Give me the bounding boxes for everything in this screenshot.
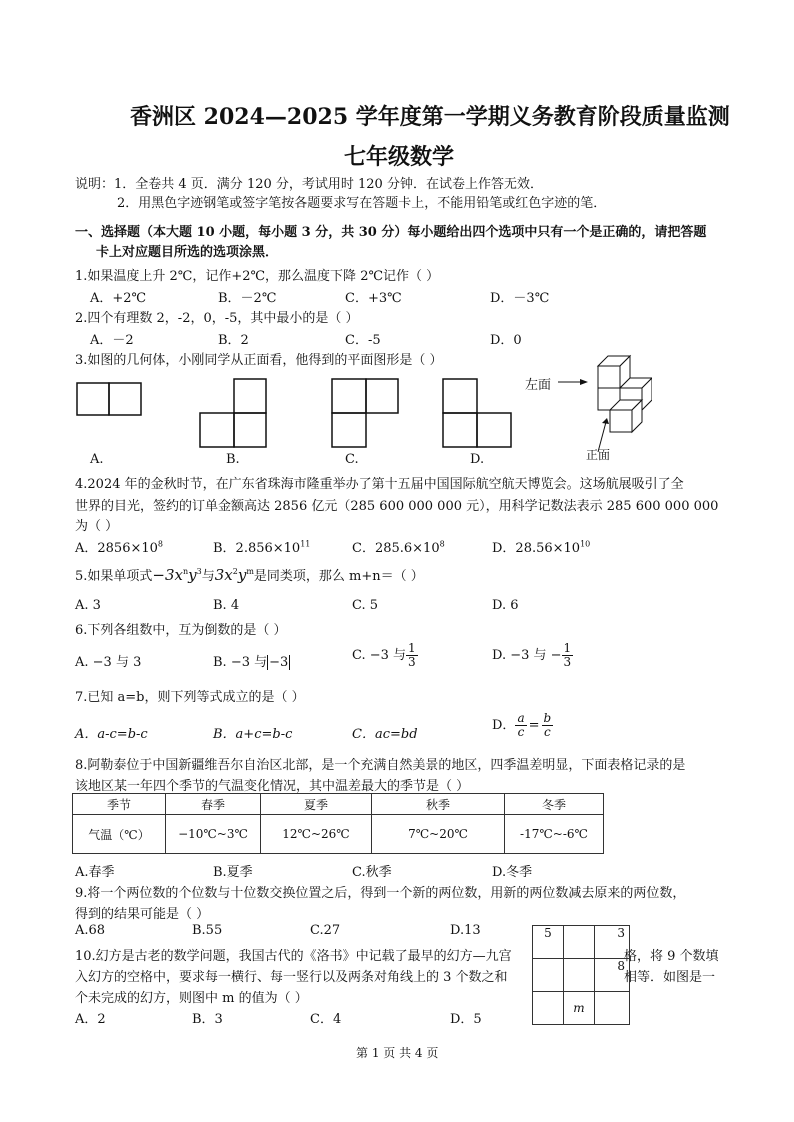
q10-option-d: D．5 xyxy=(450,1012,482,1027)
table-cell: 气温（℃） xyxy=(73,815,166,854)
q2-option-c: C．-5 xyxy=(345,333,381,348)
q4-line-3: 为（ ） xyxy=(75,519,119,534)
magic-square-grid xyxy=(532,925,630,1025)
q3-figure-d xyxy=(442,378,512,448)
section-heading-line-1: 一、选择题（本大题 10 小题，每小题 3 分，共 30 分）每小题给出四个选项中只有一个是正确的，请把答题 xyxy=(75,225,707,240)
temperature-table xyxy=(72,793,604,854)
q4-line-2: 世界的目光，签约的订单金额高达 2856 亿元（285 600 000 000 元），用科学记数法表示 285 600 000 000 xyxy=(75,499,719,514)
q1-option-d: D．－3℃ xyxy=(490,291,550,306)
q10-option-a: A．2 xyxy=(75,1012,106,1027)
q1-option-a: A．+2℃ xyxy=(90,291,147,306)
q8-option-a: A.春季 xyxy=(75,865,115,880)
q5-stem: 5.如果单项式$-3x^ny^3$与$3x^2y^m$是同类项，那么 m+n＝（ ） xyxy=(75,566,424,584)
table-header-cell: 季节 xyxy=(73,794,166,815)
table-cell: -17℃~-6℃ xyxy=(505,815,604,854)
q8-option-c: C.秋季 xyxy=(352,865,392,880)
q9-line-1: 9.将一个两位数的个位数与十位数交换位置之后，得到一个新的两位数，用新的两位数减去原来的两位数， xyxy=(75,886,686,901)
q10-line-1a: 10.幻方是古老的数学问题，我国古代的《洛书》中记载了最早的幻方—九宫 xyxy=(75,949,512,964)
q6-option-d: D. −3 与 − $\frac{1}{3}$ xyxy=(492,641,572,669)
magic-square-cell xyxy=(564,959,595,992)
q5-option-a: A. 3 xyxy=(75,598,101,613)
q10-line-1b: 格，将 9 个数填 xyxy=(624,949,719,964)
q1-option-b: B．－2℃ xyxy=(218,291,277,306)
q5-option-c: C. 5 xyxy=(352,598,379,613)
q7-option-b: B．a+c=b-c xyxy=(213,727,293,742)
table-cell: −10℃~3℃ xyxy=(166,815,261,854)
q7-option-a: A．a-c=b-c xyxy=(75,727,148,742)
table-header-cell: 冬季 xyxy=(505,794,604,815)
q2-option-d: D．0 xyxy=(490,333,522,348)
q8-line-1: 8.阿勒泰位于中国新疆维吾尔自治区北部，是一个充满自然美景的地区，四季温差明显，下面表格记录的是 xyxy=(75,758,686,773)
page-title: 香洲区 2024—2025 学年度第一学期义务教育阶段质量监测 xyxy=(130,104,730,130)
q8-line-2: 该地区某一年四个季节的气温变化情况，其中温差最大的季节是（ ） xyxy=(75,779,470,794)
magic-square-cell xyxy=(533,992,564,1025)
q4-option-c: C．$285.6\times 10^8$ xyxy=(352,539,445,556)
q8-option-d: D.冬季 xyxy=(492,865,533,880)
section-heading-line-2: 卡上对应题目所选的选项涂黑． xyxy=(96,245,279,260)
page-footer: 第 1 页 共 4 页 xyxy=(356,1046,439,1060)
q10-line-2b: 相等．如图是一 xyxy=(624,970,716,985)
magic-square-cell xyxy=(533,959,564,992)
q3-option-c: C. xyxy=(345,452,359,467)
q3-front-label: 正面 xyxy=(586,448,611,462)
q9-option-d: D.13 xyxy=(450,923,481,938)
magic-square-cell xyxy=(564,926,595,959)
magic-square-cell: m xyxy=(564,992,595,1025)
q10-option-b: B．3 xyxy=(192,1012,223,1027)
q10-option-c: C．4 xyxy=(310,1012,342,1027)
magic-square-cell: 5 xyxy=(533,926,564,959)
q4-option-b: B．$2.856\times 10^{11}$ xyxy=(213,539,311,556)
q6-option-b: B. −3 与 −3 xyxy=(213,655,289,670)
q1-stem: 1.如果温度上升 2℃，记作+2℃，那么温度下降 2℃记作（ ） xyxy=(75,269,440,284)
q1-option-c: C．+3℃ xyxy=(345,291,402,306)
page-subtitle: 七年级数学 xyxy=(344,144,455,170)
q6-stem: 6.下列各组数中，互为倒数的是（ ） xyxy=(75,623,287,638)
magic-square-cell: 3 xyxy=(595,926,630,959)
q9-option-c: C.27 xyxy=(310,923,341,938)
q3-figure-b xyxy=(199,378,267,448)
note-line-1: 说明：1．全卷共 4 页．满分 120 分，考试用时 120 分钟．在试卷上作答无效． xyxy=(75,177,543,192)
note-line-2: 2．用黑色字迹钢笔或签字笔按各题要求写在答题卡上，不能用铅笔或红色字迹的笔． xyxy=(117,196,607,211)
q5-option-b: B. 4 xyxy=(213,598,240,613)
q7-option-d: D． $\frac{a}{c}$ = $\frac{b}{c}$ xyxy=(492,711,552,739)
q10-line-2a: 入幻方的空格中，要求每一横行、每一竖行以及两条对角线上的 3 个数之和 xyxy=(75,970,508,985)
q3-figure-c xyxy=(331,378,399,448)
q6-option-a: A. −3 与 3 xyxy=(75,655,142,670)
table-header-cell: 夏季 xyxy=(261,794,372,815)
q8-option-b: B.夏季 xyxy=(213,865,253,880)
table-cell: 12℃~26℃ xyxy=(261,815,372,854)
q2-option-b: B．2 xyxy=(218,333,249,348)
q4-option-a: A．$2856\times 10^8$ xyxy=(75,539,164,556)
magic-square-cell xyxy=(595,992,630,1025)
table-header-cell: 秋季 xyxy=(372,794,505,815)
q9-option-a: A.68 xyxy=(75,923,106,938)
q7-stem: 7.已知 a=b，则下列等式成立的是（ ） xyxy=(75,690,305,705)
q4-option-d: D．$28.56\times 10^{10}$ xyxy=(492,539,591,556)
q3-option-a: A. xyxy=(90,452,104,467)
q3-option-d: D. xyxy=(470,452,485,467)
table-header-cell: 春季 xyxy=(166,794,261,815)
q10-line-3: 个未完成的幻方，则图中 m 的值为（ ） xyxy=(75,991,308,1006)
q2-option-a: A．－2 xyxy=(90,333,134,348)
q3-option-b: B. xyxy=(226,452,240,467)
q6-option-c: C. −3 与 $\frac{1}{3}$ xyxy=(352,641,416,669)
q3-left-label: 左面 xyxy=(525,378,552,393)
q3-solid-figure xyxy=(556,352,652,460)
q7-option-c: C．ac=bd xyxy=(352,727,418,742)
q3-stem: 3.如图的几何体，小刚同学从正面看，他得到的平面图形是（ ） xyxy=(75,353,443,368)
q4-line-1: 4.2024 年的金秋时节，在广东省珠海市隆重举办了第十五届中国国际航空航天博览会。这场航展吸引了全 xyxy=(75,477,684,492)
table-cell: 7℃~20℃ xyxy=(372,815,505,854)
q2-stem: 2.四个有理数 2，-2，0，-5，其中最小的是（ ） xyxy=(75,311,359,326)
q9-option-b: B.55 xyxy=(192,923,223,938)
q3-figure-a xyxy=(76,382,142,418)
q9-line-2: 得到的结果可能是（ ） xyxy=(75,907,210,922)
magic-square-cell: 8 xyxy=(595,959,630,992)
q5-option-d: D. 6 xyxy=(492,598,519,613)
